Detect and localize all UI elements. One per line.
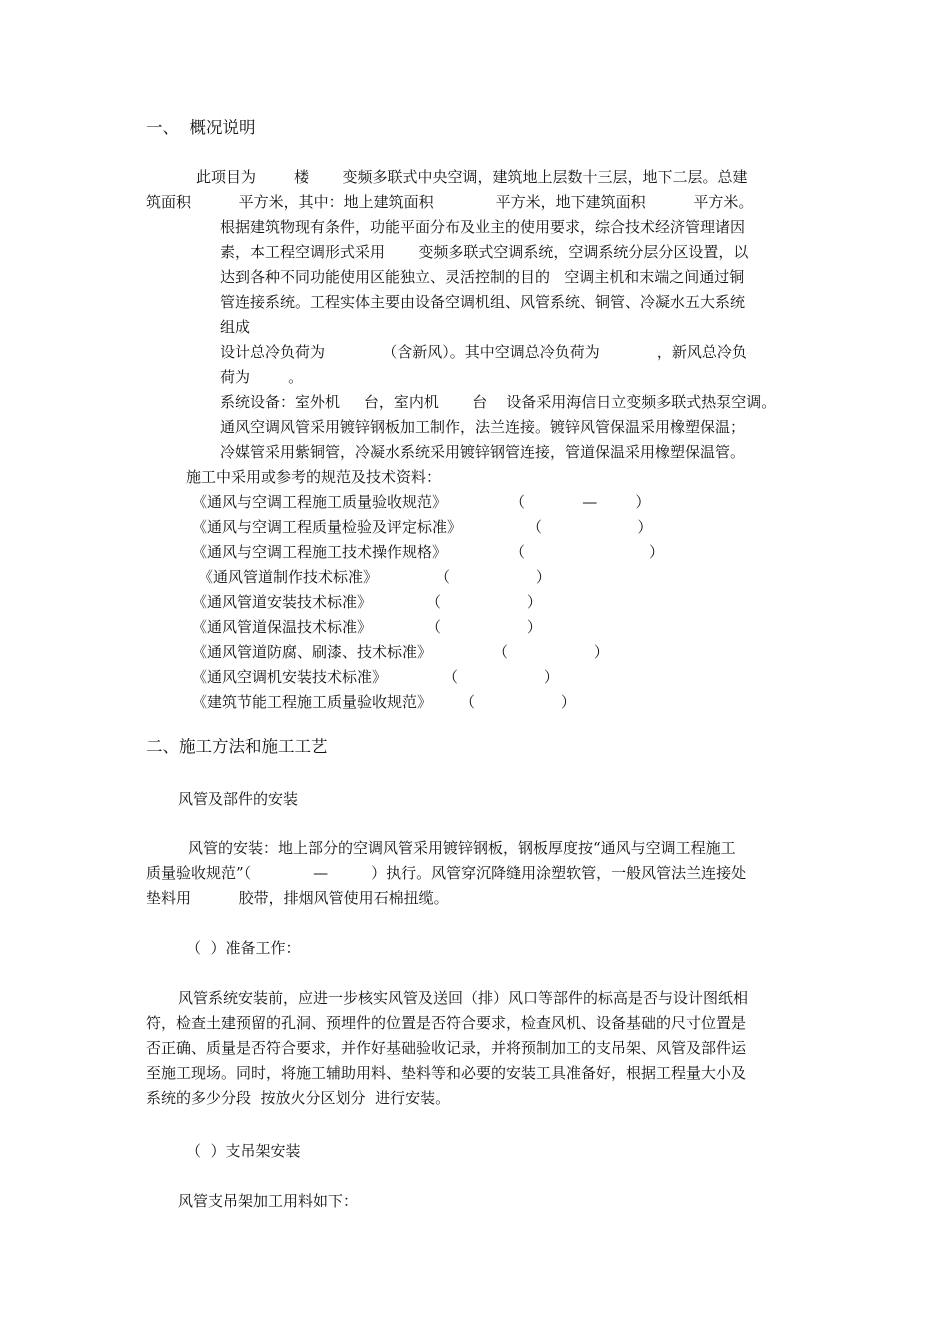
section1-heading: 一、 概况说明 (146, 118, 256, 137)
standard-title: 《通风管道保温技术标准》 (192, 618, 373, 636)
standard-code: （ ） (527, 518, 653, 536)
standard-code: （ ） (443, 668, 559, 686)
standard-title: 《通风与空调工程施工质量验收规范》 (192, 493, 448, 511)
standard-code: （ ） (510, 543, 664, 561)
preparation-line: 符，检查土建预留的孔洞、预埋件的位置是否符合要求，检查风机、设备基础的尺寸位置是 (146, 1014, 747, 1032)
standard-code: （ ） (460, 693, 576, 711)
overview-para-line: 此项目为 楼 变频多联式中央空调，建筑地上层数十三层，地下二层。总建 (196, 168, 748, 186)
standards-intro: 施工中采用或参考的规范及技术资料： (186, 468, 442, 486)
overview-para-line: 组成 (220, 318, 251, 336)
overview-para-line: 达到各种不同功能使用区能独立、灵活控制的目的 空调主机和末端之间通过铜 (220, 268, 745, 286)
duct-install-line: 质量验收规范”（ — ）执行。风管穿沉降缝用涂塑软管，一般风管法兰连接处 (146, 864, 747, 882)
subheading-duct-install: 风管及部件的安装 (178, 790, 299, 808)
standard-title: 《通风管道安装技术标准》 (192, 593, 373, 611)
duct-install-line: 垫料用 胶带，排烟风管使用石棉扭缆。 (146, 889, 449, 907)
preparation-line: 风管系统安装前，应进一步核实风管及送回（排）风口等部件的标高是否与设计图纸相 (178, 989, 749, 1007)
overview-para-line: 根据建筑物现有条件，功能平面分布及业主的使用要求，综合技术经济管理诸因 (220, 218, 746, 236)
equipment-line: 系统设备：室外机 台，室内机 台 设备采用海信日立变频多联式热泵空调。 (220, 393, 777, 411)
standard-code: （ ） (426, 593, 542, 611)
overview-para-line: 素，本工程空调形式采用 变频多联式空调系统，空调系统分层分区设置，以 (220, 243, 749, 261)
standard-title: 《通风与空调工程施工技术操作规格》 (192, 543, 448, 561)
cooling-load-line: 设计总冷负荷为 （含新风）。其中空调总冷负荷为 ，新风总冷负 (220, 343, 747, 361)
cooling-load-line: 荷为 。 (220, 368, 304, 386)
standard-title: 《通风空调机安装技术标准》 (192, 668, 388, 686)
section2-heading: 二、施工方法和施工工艺 (146, 737, 328, 756)
standard-code: （ ） (426, 618, 542, 636)
preparation-line: 至施工现场。同时，将施工辅助用料、垫料等和必要的安装工具准备好，根据工程量大小及 (146, 1064, 747, 1082)
duct-material-line: 通风空调风管采用镀锌钢板加工制作，法兰连接。镀锌风管保温采用橡塑保温； (220, 418, 746, 436)
standard-title: 《通风与空调工程质量检验及评定标准》 (192, 518, 463, 536)
preparation-line: 否正确、质量是否符合要求，并作好基础验收记录，并将预制加工的支吊架、风管及部件运 (146, 1039, 747, 1057)
standard-code: （ ） (435, 568, 551, 586)
standard-code: （ — ） (510, 493, 651, 511)
standard-title: 《建筑节能工程施工质量验收规范》 (192, 693, 433, 711)
overview-para-line: 管连接系统。工程实体主要由设备空调机组、风管系统、铜管、冷凝水五大系统 (220, 293, 746, 311)
standard-code: （ ） (493, 643, 609, 661)
hanger-material-line: 风管支吊架加工用料如下： (178, 1192, 359, 1210)
standard-title: 《通风管道制作技术标准》 (198, 568, 379, 586)
preparation-line: 系统的多少分段 按放火分区划分 进行安装。 (146, 1089, 451, 1107)
duct-install-line: 风管的安装：地上部分的空调风管采用镀锌钢板，钢板厚度按“通风与空调工程施工 (188, 839, 736, 857)
subheading-preparation: （ ）准备工作： (186, 939, 301, 957)
overview-para-line: 筑面积 平方米，其中：地上建筑面积 平方米，地下建筑面积 平方米。 (146, 193, 754, 211)
pipe-material-line: 冷媒管采用紫铜管，冷凝水系统采用镀锌钢管连接，管道保温采用橡塑保温管。 (220, 443, 746, 461)
standard-title: 《通风管道防腐、刷漆、技术标准》 (192, 643, 433, 661)
subheading-hanger-install: （ ）支吊架安装 (186, 1142, 301, 1160)
